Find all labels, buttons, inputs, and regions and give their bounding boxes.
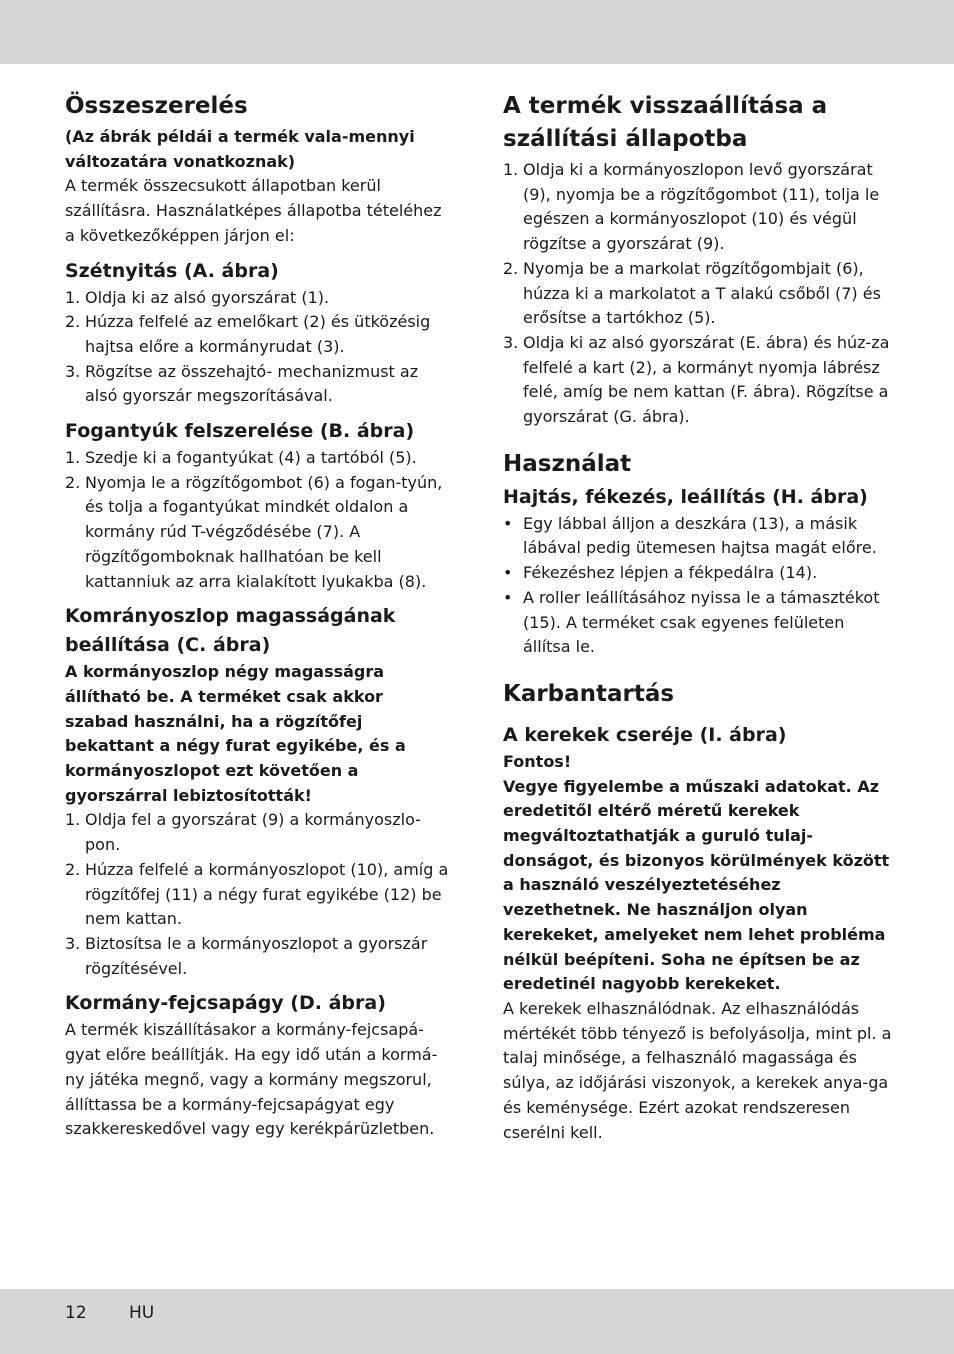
unfold-title: Szétnyitás (A. ábra)	[65, 259, 279, 282]
list-item: • A roller leállításához nyissa le a támasztékot (15). A terméket csak egyenes felületen állítsa le.	[503, 587, 880, 657]
list-item: 3. Oldja ki az alsó gyorszárat (E. ábra) és húz-za felfelé a kart (2), a kormányt nyomja lábrész felé, amíg be nem kattan (F. ábra). Rögzítse a gyorszárat (G. ábra).	[503, 332, 890, 427]
page-number: 12	[65, 1303, 87, 1323]
wheels-title: A kerekek cseréje (I. ábra)	[503, 723, 787, 746]
reset-title: A termék visszaállítása a szállítási állapotba	[503, 93, 828, 152]
height-steps	[65, 808, 450, 981]
right-column	[503, 90, 895, 1145]
height-title: Komrányoszlop magasságának beállítása (C. ábra)	[65, 605, 396, 657]
handles-title: Fogantyúk felszerelése (B. ábra)	[65, 420, 415, 443]
riding-bullets	[503, 512, 895, 660]
language-code: HU	[129, 1303, 155, 1323]
left-column	[65, 90, 450, 1142]
list-item: 1. Oldja fel a gyorszárat (9) a kormányoszlo-pon.	[65, 810, 421, 855]
list-item: 1. Szedje ki a fogantyúkat (4) a tartóból (5).	[65, 448, 417, 468]
assembly-intro: A termék összecsukott állapotban kerül szállításra. Használatképes állapotba tételéhez a következőképpen járjon el:	[65, 176, 442, 245]
list-item: • Egy lábbal álljon a deszkára (13), a másik lábával pedig ütemesen hajtsa magát előre.	[503, 513, 877, 558]
wheels-text: A kerekek elhasználódnak. Az elhasználódás mértékét több tényező is befolyásolja, mint pl. a talaj minősége, a felhasználó magassága és súlya, az időjárási viszonyok, a kerekek anya-ga és keménysége. Ezért azokat rendszeresen cserélni kell.	[503, 998, 892, 1142]
list-item: 3. Biztosítsa le a kormányoszlopot a gyorszár rögzítésével.	[65, 933, 428, 978]
important-label: Fontos!	[503, 751, 572, 771]
assembly-title: Összeszerelés	[65, 93, 248, 119]
headset-text: A termék kiszállításakor a kormány-fejcsapá-gyat előre beállítják. Ha egy idő után a kormá-ny játéka megnő, vagy a kormány megszorul, állíttassa be a kormány-fejcsapágyat egy szakkereskedővel vagy egy kerékpárüzletben.	[65, 1020, 438, 1139]
list-item: • Fékezéshez lépjen a fékpedálra (14).	[503, 563, 818, 583]
list-item: 2. Húzza felfelé az emelőkart (2) és ütközésig hajtsa előre a kormányrudat (3).	[65, 312, 431, 356]
maintenance-title: Karbantartás	[503, 680, 675, 707]
list-item: 3. Rögzítse az összehajtó- mechanizmust az alsó gyorszár megszorításával.	[65, 361, 419, 406]
handles-steps	[65, 446, 450, 594]
riding-title: Hajtás, fékezés, leállítás (H. ábra)	[503, 485, 868, 508]
list-item: 2. Nyomja le a rögzítőgombot (6) a fogan-tyún, és tolja a fogantyúkat mindkét oldalon a kormány rúd T-végződésébe (7). A rögzítőgomboknak hallhatóan be kell kattanniuk az arra kialakított lyukakba (8).	[65, 472, 443, 591]
headset-title: Kormány-fejcsapágy (D. ábra)	[65, 992, 386, 1015]
list-item: 2. Nyomja be a markolat rögzítőgombjait (6), húzza ki a markolatot a T alakú csőből (7) és erősítse a tartókhoz (5).	[503, 258, 881, 328]
reset-steps	[503, 158, 895, 430]
list-item: 1. Oldja ki az alsó gyorszárat (1).	[65, 287, 330, 307]
figures-note: (Az ábrák példái a termék vala-mennyi változatára vonatkoznak)	[65, 127, 415, 171]
usage-title: Használat	[503, 450, 632, 477]
list-item: 1. Oldja ki a kormányoszlopon levő gyorszárat (9), nyomja be a rögzítőgombot (11), tolja le egészen a kormányoszlopot (10) és végül rögzítse a gyorszárat (9).	[503, 160, 880, 254]
header-bar	[0, 0, 954, 64]
list-item: 2. Húzza felfelé a kormányoszlopot (10), amíg a rögzítőfej (11) a négy furat egyikébe (12) be nem kattan.	[65, 859, 449, 929]
unfold-steps	[65, 286, 450, 410]
height-warning: A kormányoszlop négy magasságra állítható be. A terméket csak akkor szabad használni, ha a rögzítőfej bekattant a négy furat egyikébe, és a kormányoszlopot ezt követően a gyorszárral lebiztosították!	[65, 662, 406, 805]
wheels-warning: Vegye figyelembe a műszaki adatokat. Az eredetitől eltérő méretű kerekek megváltoztathatják a guruló tulaj-donságot, és bizonyos körülmények között a használó veszélyeztetéséhez vezethetnek. Ne használjon olyan kerekeket, amelyeket nem lehet probléma nélkül beépíteni. Soha ne építsen be az eredetinél nagyobb kerekeket.	[503, 776, 890, 994]
